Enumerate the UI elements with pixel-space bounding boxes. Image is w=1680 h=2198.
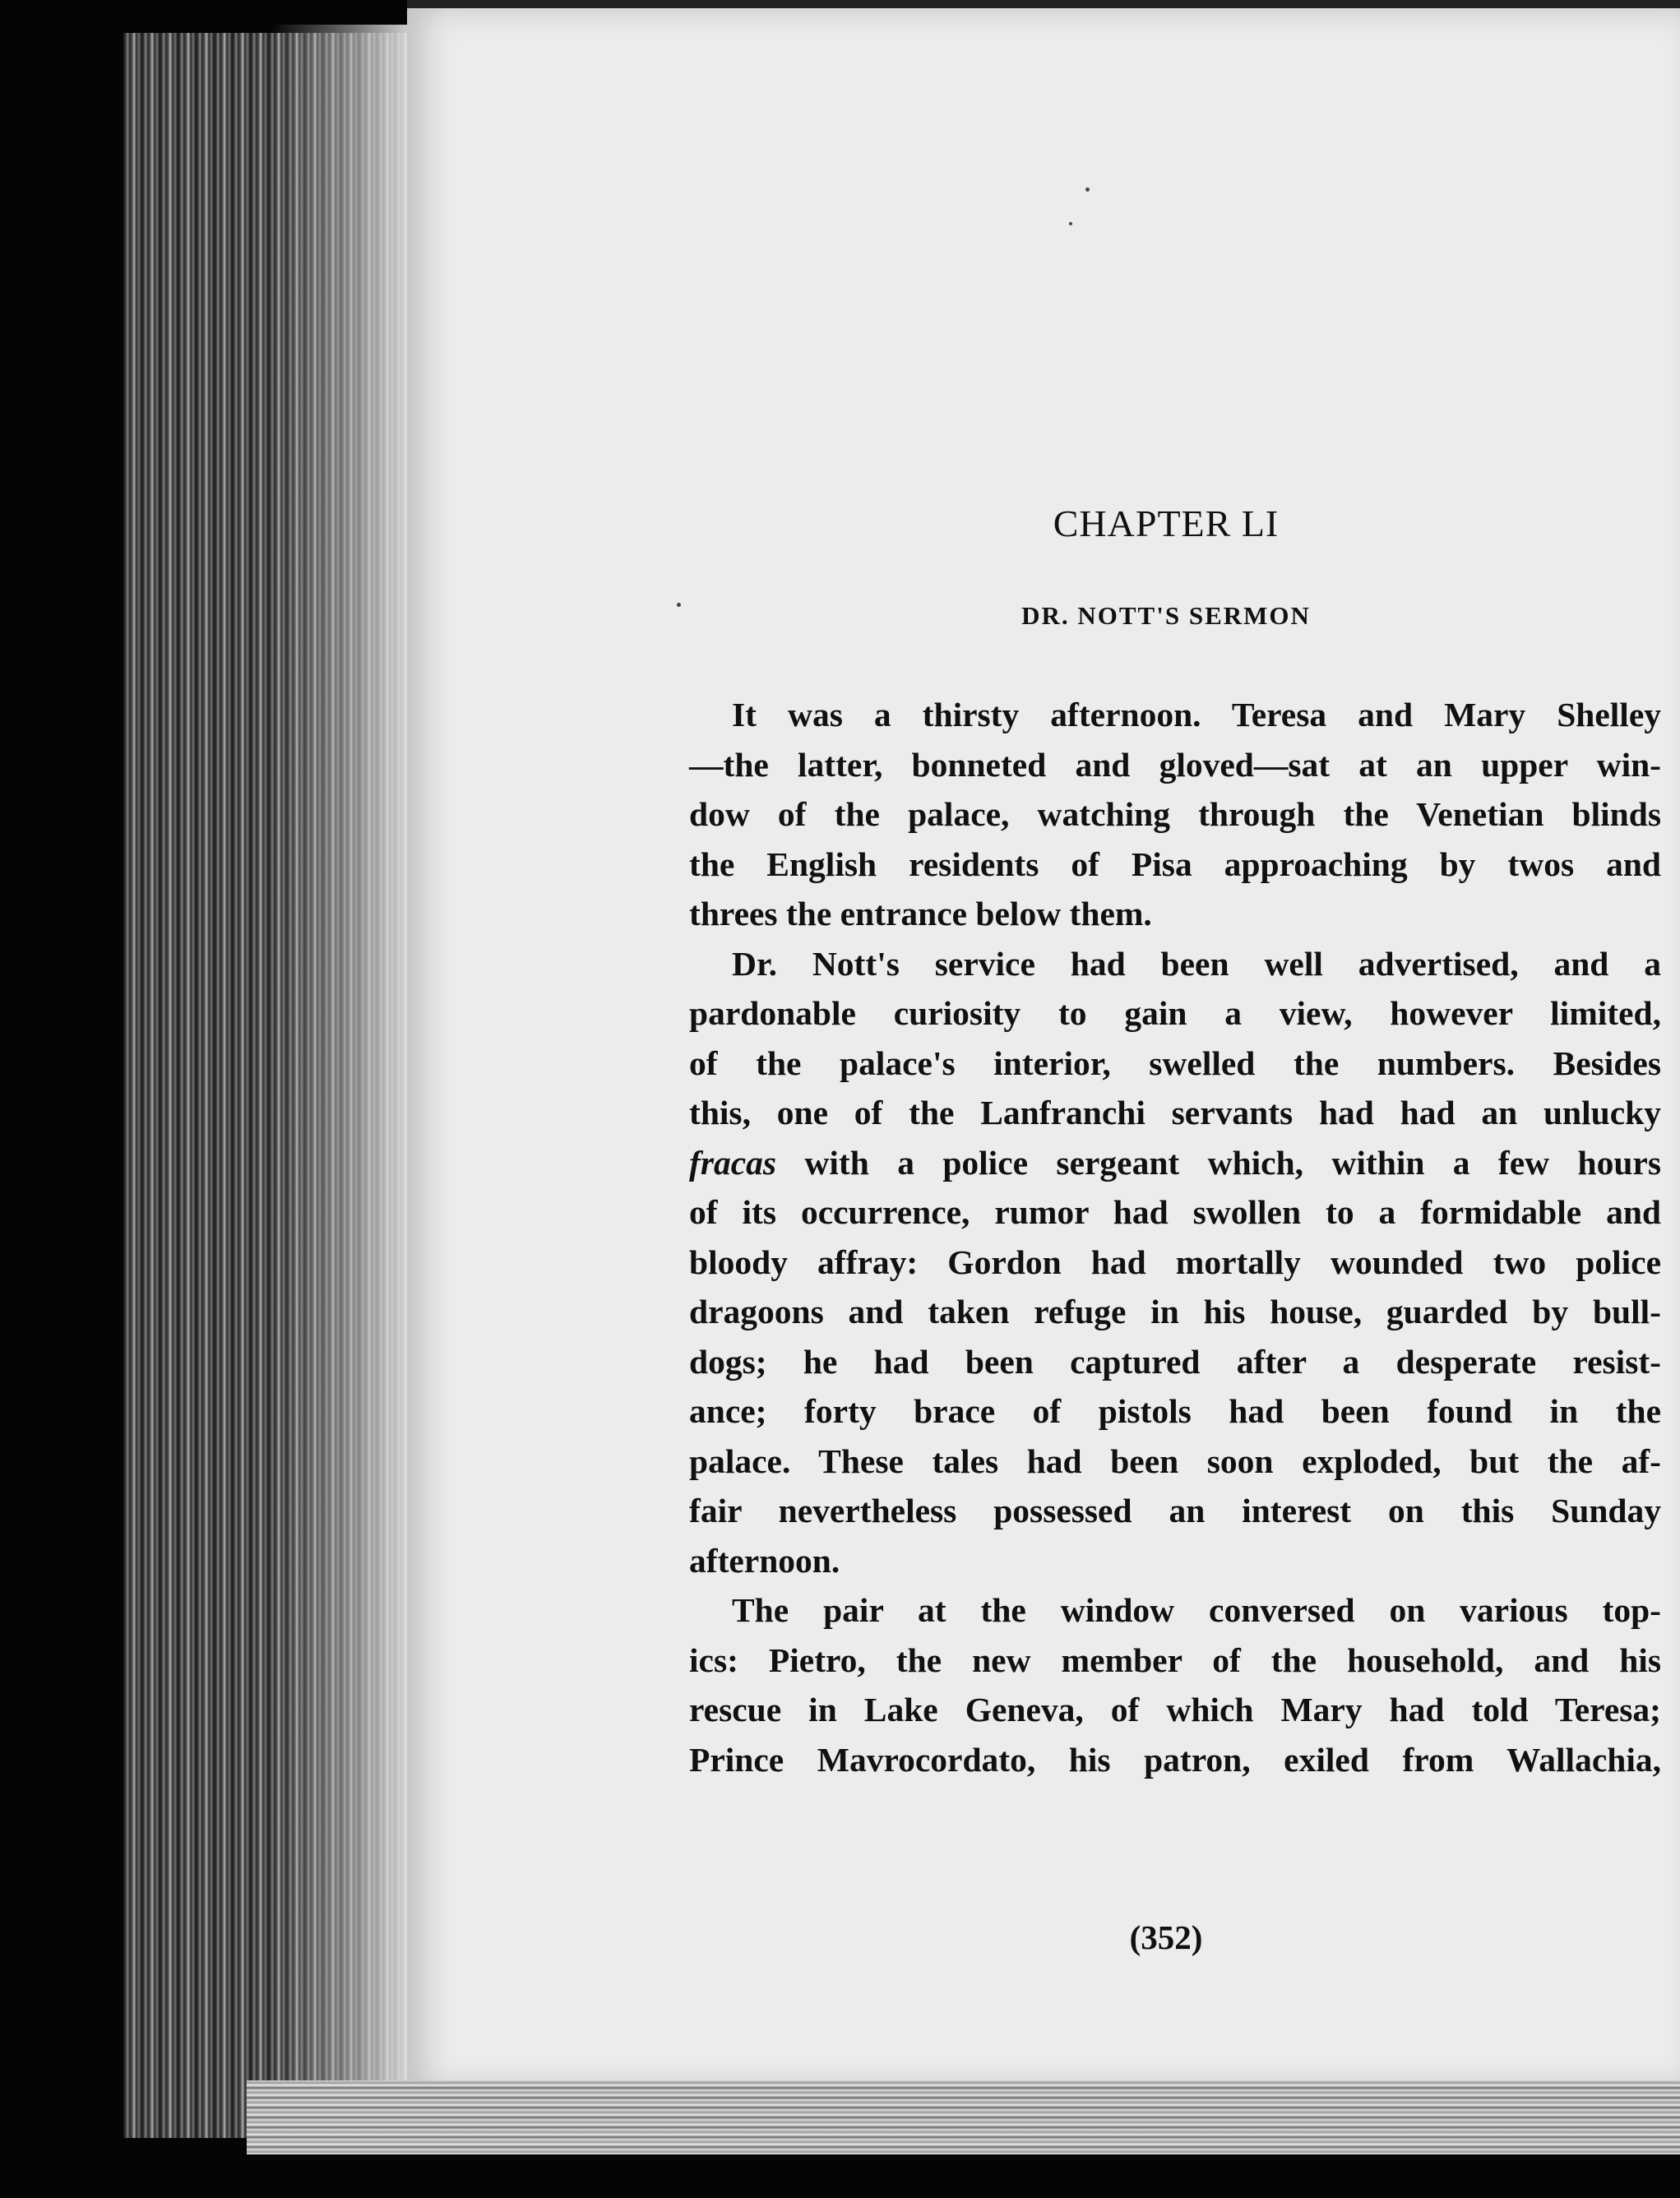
text-line: dow of the palace, watching through the Venetian blinds [689, 795, 1661, 833]
text-line: It was a thirsty afternoon. Teresa and Mary Shelley [732, 696, 1661, 733]
italic-word: fracas [689, 1143, 777, 1182]
top-edge [407, 0, 1680, 8]
text-line: —the latter, bonneted and gloved—sat at an upper win- [689, 745, 1661, 784]
paragraph-2 [689, 939, 1661, 1586]
bottom-page-edges [247, 2080, 1680, 2154]
text-line: dragoons and taken refuge in his house, guarded by bull- [689, 1293, 1661, 1330]
dust-speck [677, 603, 681, 607]
text-line-rest: with a police sergeant which, within a few hours [804, 1143, 1661, 1182]
text-line: palace. These tales had been soon exploded, but the af- [689, 1441, 1661, 1480]
paragraph-3 [689, 1585, 1661, 1784]
page-number: (352) [1129, 1918, 1203, 1956]
text-line: of its occurrence, rumor had swollen to a formidable and [689, 1193, 1661, 1231]
text-line: bloody affray: Gordon had mortally wounded two police [689, 1242, 1661, 1281]
body-text [689, 690, 1661, 1784]
chapter-title: CHAPTER LI [1053, 502, 1280, 544]
text-line-italic [689, 1138, 1661, 1188]
text-block [689, 502, 1661, 1784]
text-line: ance; forty brace of pistols had been found in the [689, 1392, 1661, 1430]
text-line: pardonable curiosity to gain a view, however limited, [689, 994, 1661, 1032]
chapter-subtitle: DR. NOTT'S SERMON [1021, 601, 1311, 630]
text-line: the English residents of Pisa approaching by twos and [689, 844, 1661, 883]
text-line: dogs; he had been captured after a desperate resist- [689, 1342, 1661, 1381]
text-line: fair nevertheless possessed an interest on this Sunday [689, 1492, 1661, 1529]
text-line: afternoon. [689, 1541, 840, 1580]
text-line: Prince Mavrocordato, his patron, exiled from Wallachia, [689, 1740, 1661, 1779]
dust-speck [1085, 187, 1090, 192]
text-line: this, one of the Lanfranchi servants had had an unlucky [689, 1094, 1661, 1131]
text-line: of the palace's interior, swelled the numbers. Besides [689, 1043, 1661, 1082]
text-line: ics: Pietro, the new member of the household, and his [689, 1640, 1661, 1679]
paragraph-1 [689, 690, 1661, 939]
text-line: threes the entrance below them. [689, 895, 1152, 932]
text-line: The pair at the window conversed on various top- [732, 1591, 1661, 1629]
text-line: rescue in Lake Geneva, of which Mary had told Teresa; [689, 1691, 1661, 1728]
text-line: Dr. Nott's service had been well advertised, and a [732, 944, 1661, 983]
dust-speck [1069, 222, 1072, 225]
page-gutter-shadow [271, 25, 419, 2146]
